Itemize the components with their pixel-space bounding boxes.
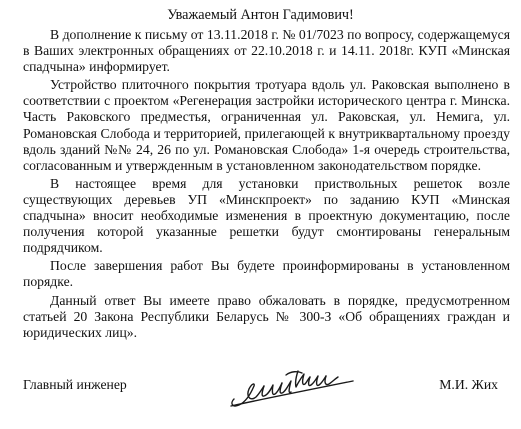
signer-title: Главный инженер xyxy=(23,377,127,392)
handwritten-signature xyxy=(228,359,360,411)
paragraph-3: В настоящее время для установки приствольных решеток возле существующих деревьев УП «Минскпроект» по заданию КУП «Минская спадчына» вносит необходимые изменения в проектную документацию, после получения которой указанные решетки будут смонтированы генеральным подрядчиком. xyxy=(23,175,510,256)
paragraph-1: В дополнение к письму от 13.11.2018 г. № 01/7023 по вопросу, содержащемуся в Ваших электронных обращениях от 22.10.2018 г. и 14.11. 2018г. КУП «Минская спадчына» информирует. xyxy=(23,27,510,75)
paragraph-4: После завершения работ Вы будете проинформированы в установленном порядке. xyxy=(23,258,510,290)
letter-body xyxy=(23,27,510,343)
signer-name: М.И. Жих xyxy=(439,377,498,392)
signature-block xyxy=(23,375,498,415)
paragraph-5: Данный ответ Вы имеете право обжаловать в порядке, предусмотренном статьей 20 Закона Республики Беларусь № 300-З «Об обращениях граждан и юридических лиц». xyxy=(23,292,510,340)
greeting: Уважаемый Антон Гадимович! xyxy=(167,7,354,23)
paragraph-2: Устройство плиточного покрытия тротуара вдоль ул. Раковская выполнено в соответствии с проектом «Регенерация застройки исторического центра г. Минска. Часть Раковского предместья, ограниченная ул. Раковская, ул. Немига, ул. Романовская Слобода и территорией, прилегающей к внутриквартальному проезду вдоль зданий №№ 24, 26 по ул. Романовская Слобода» 1-я очередь строительства, согласованным и утвержденным в установленном законодательством порядке. xyxy=(23,77,510,173)
